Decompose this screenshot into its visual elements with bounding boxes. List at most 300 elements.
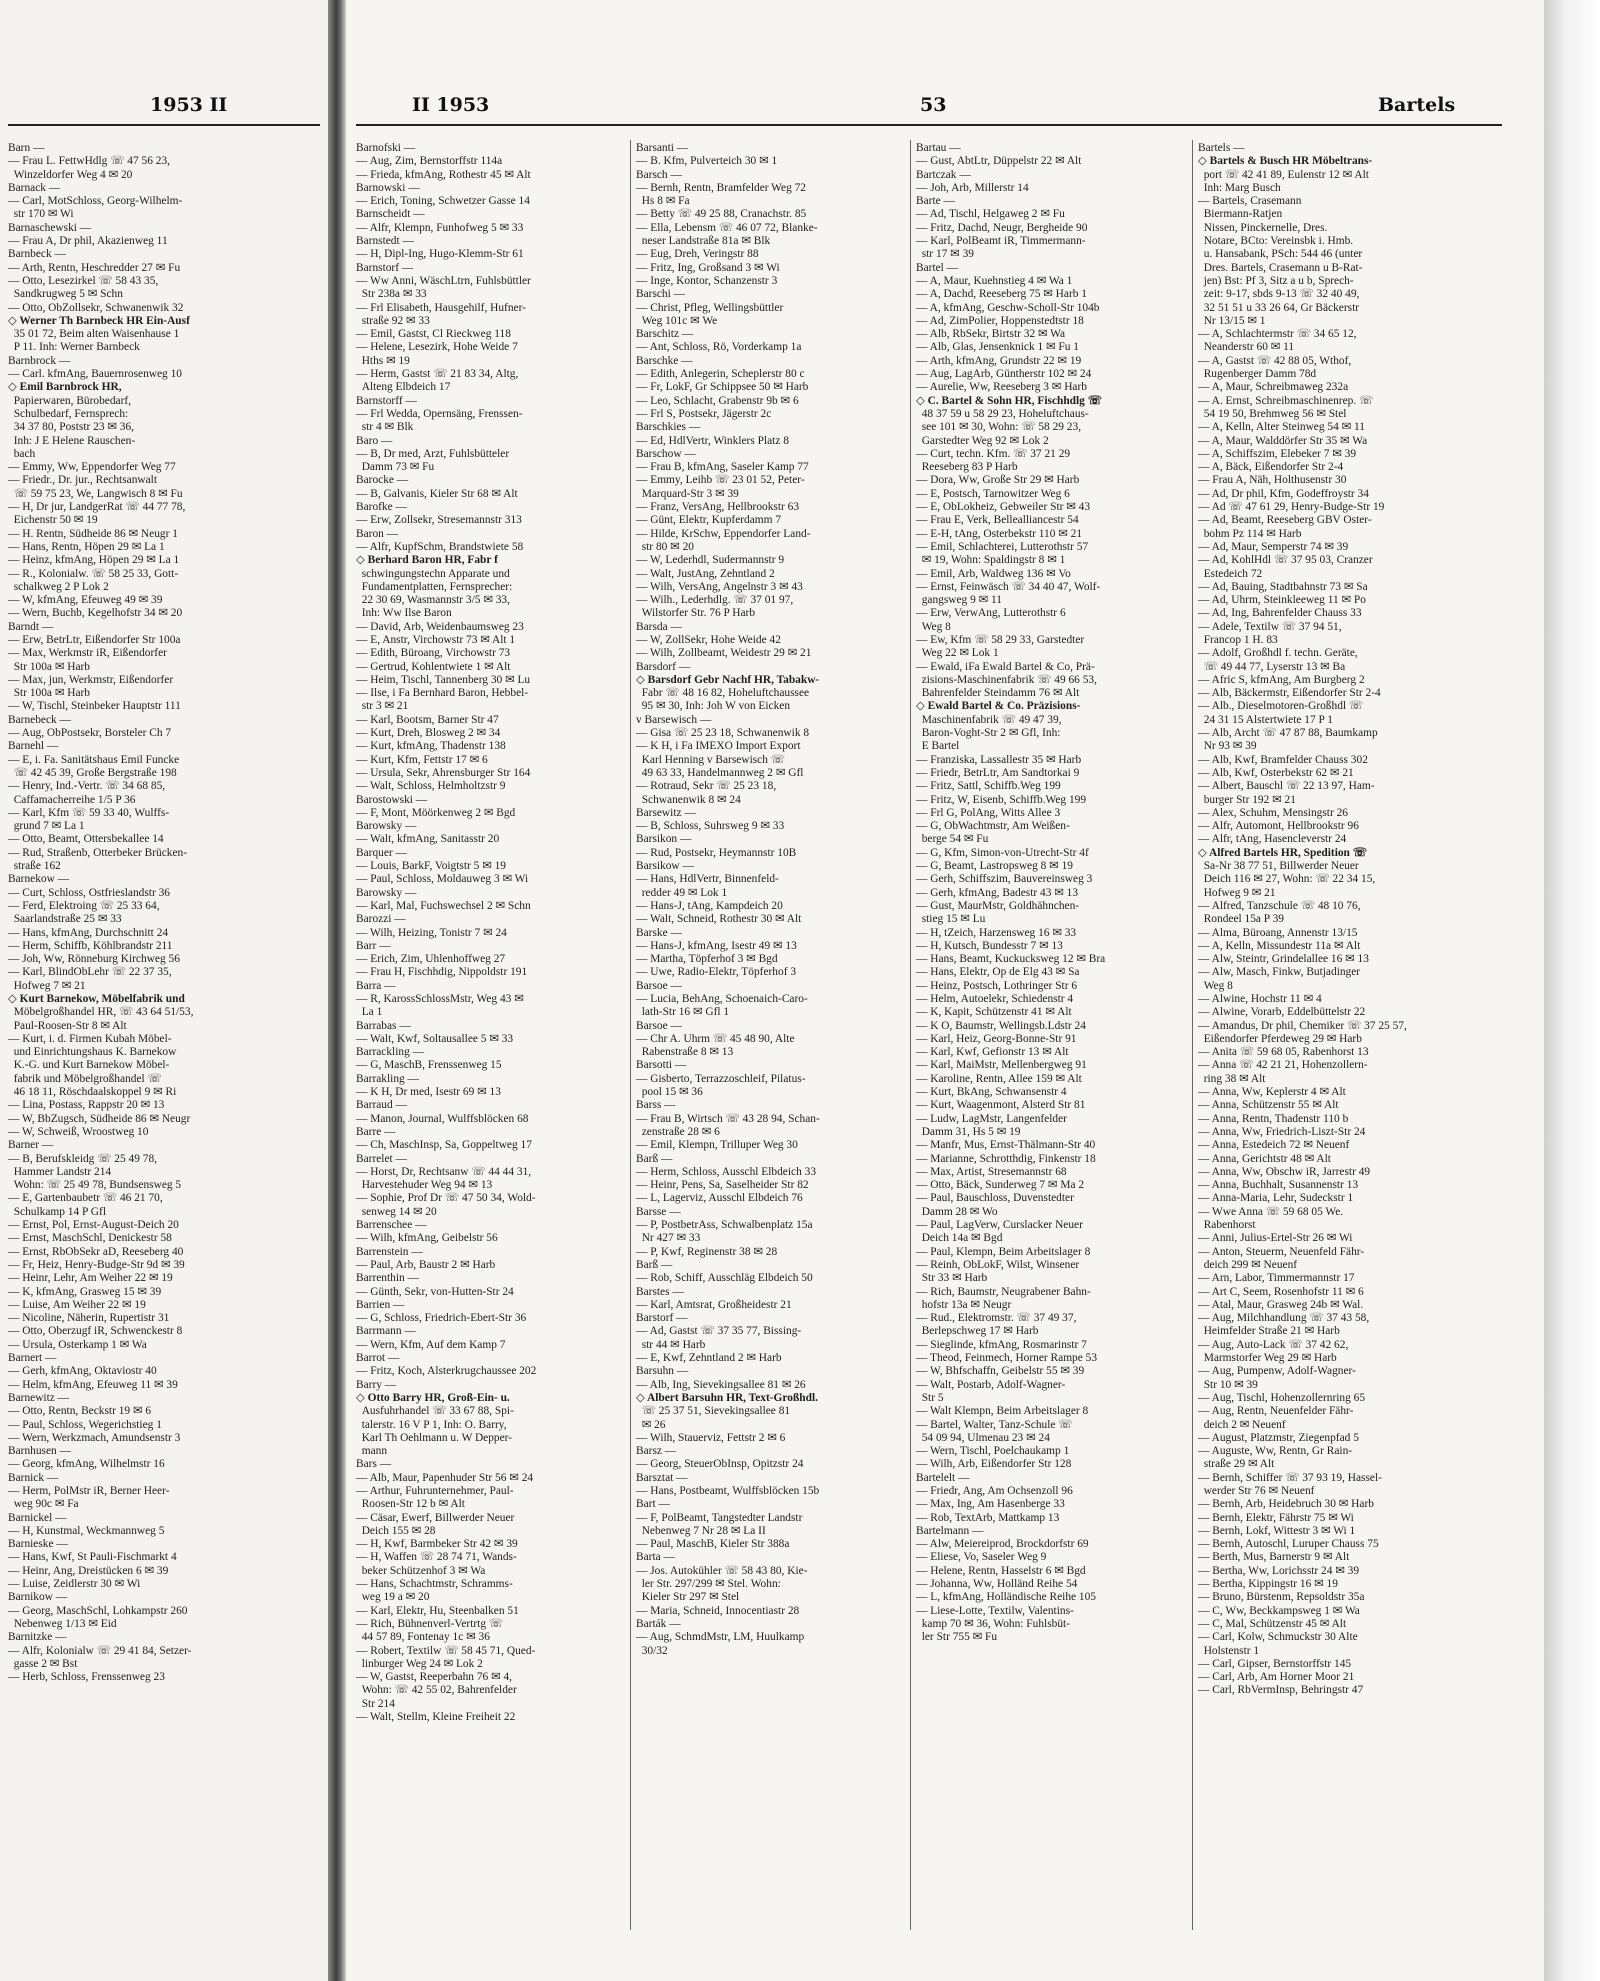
directory-entry: — Carl, Arb, Am Horner Moor 21 — [1198, 1671, 1355, 1684]
directory-entry: — Luise, Zeidlerstr 30 ✉ Wi — [8, 1578, 141, 1591]
directory-entry: — Fritz, Ing, Großsand 3 ✉ Wi — [636, 261, 780, 274]
directory-entry: ler Str 755 ✉ Fu — [916, 1631, 998, 1644]
directory-entry: Bart — — [636, 1498, 670, 1511]
directory-entry: — Walt, Kwf, Soltausallee 5 ✉ 33 — [356, 1032, 514, 1045]
directory-entry: — Walt, Schneid, Rothestr 30 ✉ Alt — [636, 913, 802, 926]
directory-entry: — Rich, Baumstr, Neugrabener Bahn- — [916, 1285, 1091, 1298]
directory-entry: ◇ Berhard Baron HR, Fabr f — [356, 554, 498, 567]
directory-entry: — Herm, PolMstr iR, Berner Heer- — [8, 1484, 170, 1497]
directory-entry: — Karl, Bootsm, Barner Str 47 — [356, 713, 499, 726]
directory-entry: — H, tZeich, Harzensweg 16 ✉ 33 — [916, 926, 1077, 939]
directory-entry: — Bertha, Ww, Lorichsstr 24 ✉ 39 — [1198, 1564, 1360, 1577]
left-page — [0, 0, 328, 1981]
directory-entry: — A, Bäck, Eißendorfer Str 2-4 — [1198, 461, 1344, 474]
directory-entry: Barnack — — [8, 181, 61, 194]
directory-entry: — Otto, Beamt, Ottersbekallee 14 — [8, 833, 164, 846]
directory-entry: Barra — — [356, 979, 396, 992]
directory-entry: Barsanti — — [636, 142, 689, 154]
directory-entry: — Alb, Kwf, Osterbekstr 62 ✉ 21 — [1198, 766, 1354, 779]
directory-entry: — Anni, Julius-Ertel-Str 26 ✉ Wi — [1198, 1232, 1353, 1245]
directory-entry: — Anna, Gerichtstr 48 ✉ Alt — [1198, 1152, 1331, 1165]
directory-entry: Hofweg 7 ✉ 21 — [8, 979, 86, 992]
directory-entry: Hs 8 ✉ Fa — [636, 195, 690, 208]
directory-entry: Barrabas — — [356, 1019, 411, 1032]
directory-entry: — K H, Dr med, Isestr 69 ✉ 13 — [356, 1086, 501, 1099]
directory-entry: — Marianne, Schrotthdig, Finkenstr 18 — [916, 1152, 1096, 1165]
directory-entry: — Ad, Tischl, Helgaweg 2 ✉ Fu — [916, 208, 1065, 221]
directory-entry: — Bernh, Arb, Heidebruch 30 ✉ Harb — [1198, 1498, 1374, 1511]
directory-entry: — Bartels, Crasemann — [1198, 195, 1302, 208]
directory-entry: — Jos. Autokühler ☏ 58 43 80, Kie- — [636, 1564, 808, 1577]
directory-entry: — Ilse, i Fa Bernhard Baron, Hebbel- — [356, 687, 529, 700]
directory-entry: — Paul, Arb, Baustr 2 ✉ Harb — [356, 1258, 496, 1271]
directory-entry: — Paul, LagVerw, Curslacker Neuer — [916, 1219, 1083, 1232]
directory-entry: — Hans, Schachtmstr, Schramms- — [356, 1578, 513, 1591]
directory-entry: Baro — — [356, 434, 393, 447]
directory-entry: — H, Dipl-Ing, Hugo-Klemm-Str 61 — [356, 248, 524, 261]
directory-entry: Barnekow — — [8, 873, 70, 886]
directory-entry: — Ferd, Elektroing ☏ 25 33 64, — [8, 899, 160, 912]
directory-entry: 54 09 94, Ulmenau 23 ✉ 24 — [916, 1431, 1050, 1444]
directory-entry: — E, Anstr, Virchowstr 73 ✉ Alt 1 — [356, 633, 516, 646]
directory-entry: — Frl G, PolAng, Witts Allee 3 — [916, 806, 1061, 819]
directory-entry: — A, Maur, Kuehnstieg 4 ✉ Wa 1 — [916, 274, 1073, 287]
directory-entry: La 1 — [356, 1006, 383, 1019]
directory-entry: — L, Lagerviz, Ausschl Elbdeich 76 — [636, 1192, 803, 1205]
directory-entry: — K O, Baumstr, Wellingsb.Ldstr 24 — [916, 1019, 1086, 1032]
directory-entry: Barnhusen — — [8, 1445, 71, 1458]
directory-entry: u. Hansabank, PSch: 544 46 (unter — [1198, 248, 1363, 261]
directory-entry: Weg 22 ✉ Lok 1 — [916, 647, 999, 660]
directory-entry: Bartau — — [916, 142, 961, 154]
directory-entry: — Max, jun, Werkmstr, Eißendorfer — [8, 673, 174, 686]
directory-entry: fabrik und Möbelgroßhandel ☏ — [8, 1072, 162, 1085]
directory-entry: — Anton, Steuerm, Neuenfeld Fähr- — [1198, 1245, 1365, 1258]
directory-entry: — Helm, kfmAng, Efeuweg 11 ✉ 39 — [8, 1378, 178, 1391]
directory-entry: — Ernst, RbObSekr aD, Reeseberg 40 — [8, 1245, 184, 1258]
directory-entry: — Rud, Straßenb, Otterbeker Brücken- — [8, 846, 188, 859]
directory-entry: — Wern, Buchb, Kegelhofstr 34 ✉ 20 — [8, 607, 183, 620]
directory-entry: Barschkies — — [636, 421, 701, 434]
directory-entry: — Herm, Schloss, Ausschl Elbdeich 33 — [636, 1165, 817, 1178]
directory-entry: — Rud, Postsekr, Heymannstr 10B — [636, 846, 797, 859]
directory-entry: — Alw, Steintr, Grindelallee 16 ✉ 13 — [1198, 953, 1369, 966]
directory-entry: — R., Kolonialw. ☏ 58 25 33, Gott- — [8, 567, 179, 580]
directory-entry: str 44 ✉ Harb — [636, 1338, 706, 1351]
directory-entry: — Frau E, Verk, Bellealliancestr 54 — [916, 514, 1079, 527]
directory-entry: — Joh, Ww, Rönneburg Kirchweg 56 — [8, 953, 180, 966]
directory-entry: Wohn: ☏ 42 55 02, Bahrenfelder — [356, 1684, 517, 1697]
directory-entry: Barschitz — — [636, 328, 694, 341]
directory-entry: — Heim, Tischl, Tannenberg 30 ✉ Lu — [356, 673, 531, 686]
directory-entry: — Leo, Schlacht, Grabenstr 9b ✉ 6 — [636, 394, 799, 407]
directory-entry: — Fritz, Sattl, Schiffb.Weg 199 — [916, 780, 1061, 793]
directory-entry: — A, Schlachtermstr ☏ 34 65 12, — [1198, 328, 1357, 341]
directory-entry: Barske — — [636, 926, 682, 939]
left-page-column — [8, 142, 326, 1684]
directory-entry: — Wilh., Lederhdlg. ☏ 37 01 97, — [636, 594, 794, 607]
directory-entry: Bartels — — [1198, 142, 1245, 154]
directory-entry: — Frau A, Dr phil, Akazienweg 11 — [8, 235, 168, 248]
directory-entry: — E, Gartenbaubetr ☏ 46 21 70, — [8, 1192, 163, 1205]
directory-entry: — Ludw, LagMstr, Langenfelder — [916, 1112, 1067, 1125]
directory-entry: — Helene, Lesezirk, Hohe Weide 7 — [356, 341, 518, 354]
directory-entry: ☏ 59 75 23, We, Langwisch 8 ✉ Fu — [8, 487, 183, 500]
directory-entry: P 11. Inh: Werner Barnbeck — [8, 341, 140, 354]
directory-entry: straße 92 ✉ 33 — [356, 314, 430, 327]
directory-entry: Inh: J E Helene Rauschen- — [8, 434, 136, 447]
directory-entry: Ausfuhrhandel ☏ 33 67 88, Spi- — [356, 1405, 514, 1418]
directory-entry: — Arthur, Fuhrunternehmer, Paul- — [356, 1484, 514, 1497]
directory-entry: Nebenweg 7 Nr 28 ✉ La II — [636, 1524, 766, 1537]
directory-entry: — Betty ☏ 49 25 88, Cranachstr. 85 — [636, 208, 807, 221]
directory-entry: — Erw, VerwAng, Lutterothstr 6 — [916, 607, 1066, 620]
directory-entry: — Alwine, Vorarb, Eddelbüttelstr 22 — [1198, 1006, 1366, 1019]
directory-entry: — G, ObWachtmstr, Am Weißen- — [916, 820, 1070, 833]
directory-entry: linburger Weg 24 ✉ Lok 2 — [356, 1657, 483, 1670]
directory-entry: — Anita ☏ 59 68 05, Rabenhorst 13 — [1198, 1046, 1369, 1059]
directory-entry: ler Str. 297/299 ✉ Stel. Wohn: — [636, 1578, 781, 1591]
directory-entry: Str 10 ✉ 39 — [1198, 1378, 1258, 1391]
directory-entry: — Wwe Anna ☏ 59 68 05 We. — [1198, 1205, 1344, 1218]
column-divider-3 — [1192, 140, 1193, 1930]
directory-entry: — P, PostbetrAss, Schwalbenplatz 15a — [636, 1219, 813, 1232]
directory-entry: — Bartel, Walter, Tanz-Schule ☏ — [916, 1418, 1073, 1431]
directory-entry: ☏ 49 44 77, Lyserstr 13 ✉ Ba — [1198, 660, 1346, 673]
directory-entry: — Gerh, Schiffszim, Bauvereinsweg 3 — [916, 873, 1093, 886]
left-page-header: 1953 II — [150, 94, 228, 116]
directory-entry: — Paul, Schloss, Wegerichstieg 1 — [8, 1418, 162, 1431]
page-number: 53 — [920, 94, 947, 116]
directory-entry: Barowsky — — [356, 886, 417, 899]
directory-entry: — Hans, HdlVertr, Binnenfeld- — [636, 873, 779, 886]
directory-entry: — Henry, Ind.-Vertr. ☏ 34 68 85, — [8, 780, 166, 793]
directory-entry: deich 299 ✉ Neuenf — [1198, 1258, 1298, 1271]
directory-entry: — Louis, BarkF, Voigtstr 5 ✉ 19 — [356, 860, 506, 873]
directory-entry: 49 63 33, Handelmannweg 2 ✉ Gfl — [636, 766, 804, 779]
directory-entry: — Max, Ing, Am Hasenberge 33 — [916, 1498, 1065, 1511]
directory-entry: Marquard-Str 3 ✉ 39 — [636, 487, 739, 500]
directory-entry: — Karl, Elektr, Hu, Steenbalken 51 — [356, 1604, 519, 1617]
directory-entry: — A, Dachd, Reeseberg 75 ✉ Harb 1 — [916, 288, 1087, 301]
directory-entry: Barstorf — — [636, 1312, 688, 1325]
directory-entry: — H, Kwf, Barmbeker Str 42 ✉ 39 — [356, 1538, 518, 1551]
directory-entry: — Aug, LagArb, Güntherstr 102 ✉ 24 — [916, 368, 1092, 381]
directory-entry: 30/32 — [636, 1644, 668, 1657]
directory-entry: — Alw, Masch, Finkw, Butjadinger — [1198, 966, 1361, 979]
directory-entry: — Gust, MaurMstr, Goldhähnchen- — [916, 899, 1080, 912]
directory-entry: — H, Kunstmal, Weckmannweg 5 — [8, 1524, 165, 1537]
directory-column-2 — [636, 142, 906, 1658]
directory-entry: — Günt, Elektr, Kupferdamm 7 — [636, 514, 782, 527]
directory-entry: Barowsky — — [356, 820, 417, 833]
directory-entry: — Otto, Oberzugf iR, Schwenckestr 8 — [8, 1325, 183, 1338]
directory-entry: Barrelet — — [356, 1152, 407, 1165]
directory-entry: — Adele, Textilw ☏ 37 94 51, — [1198, 620, 1342, 633]
directory-entry: — C, Ww, Beckkampsweg 1 ✉ Wa — [1198, 1604, 1360, 1617]
directory-entry: — Frau B, Wirtsch ☏ 43 28 94, Schan- — [636, 1112, 820, 1125]
directory-entry: — Edith, Anlegerin, Scheplerstr 80 c — [636, 368, 805, 381]
directory-entry: — David, Arb, Weidenbaumsweg 23 — [356, 620, 524, 633]
directory-entry: — Adolf, Großhdl f. techn. Geräte, — [1198, 647, 1358, 660]
directory-entry: Barrenschee — — [356, 1219, 427, 1232]
directory-entry: Bars — — [356, 1458, 392, 1471]
directory-entry: — Albert, Bauschl ☏ 22 13 97, Ham- — [1198, 780, 1375, 793]
directory-entry: Barn — — [8, 142, 45, 154]
directory-entry: Neanderstr 60 ✉ 11 — [1198, 341, 1295, 354]
directory-entry: kamp 70 ✉ 36, Wohn: Fuhlsbüt- — [916, 1617, 1070, 1630]
directory-entry: — A, Gastst ☏ 42 88 05, Wthof, — [1198, 354, 1352, 367]
directory-entry: Barraud — — [356, 1099, 407, 1112]
directory-entry: Barsch — — [636, 168, 682, 181]
directory-entry: — Carl, RbVermInsp, Behringstr 47 — [1198, 1684, 1364, 1697]
directory-entry: — Alex, Schuhm, Mensingstr 26 — [1198, 806, 1348, 819]
directory-entry: — Herm, Gastst ☏ 21 83 34, Altg, — [356, 368, 519, 381]
directory-entry: Wohn: ☏ 25 49 78, Bundsensweg 5 — [8, 1179, 182, 1192]
directory-entry: hofstr 13a ✉ Neugr — [916, 1298, 1012, 1311]
directory-entry: — Bernh, Lokf, Wittestr 3 ✉ Wi 1 — [1198, 1524, 1356, 1537]
directory-entry: — B, Schloss, Suhrsweg 9 ✉ 33 — [636, 820, 785, 833]
directory-entry: — B, Galvanis, Kieler Str 68 ✉ Alt — [356, 487, 518, 500]
directory-entry: — Frau A, Näh, Holthusenstr 30 — [1198, 474, 1347, 487]
directory-entry: Barre — — [356, 1125, 396, 1138]
directory-entry: — Hilde, KrSchw, Eppendorfer Land- — [636, 527, 811, 540]
directory-entry: — Heinz, Postsch, Lothringer Str 6 — [916, 979, 1078, 992]
directory-entry: — Alw, Meiereiprod, Brockdorfstr 69 — [916, 1538, 1089, 1551]
directory-entry: — W, ZollSekr, Hohe Weide 42 — [636, 633, 781, 646]
directory-entry: — Lucia, BehAng, Schoenaich-Caro- — [636, 993, 808, 1005]
directory-entry: — Aug, ObPostsekr, Borsteler Ch 7 — [8, 727, 172, 740]
directory-entry: — Carl, MotSchloss, Georg-Wilhelm- — [8, 195, 183, 208]
directory-entry: Reeseberg 83 P Harb — [916, 461, 1018, 474]
directory-entry: Barrenstein — — [356, 1245, 423, 1258]
directory-entry: — Afric S, kfmAng, Am Burgberg 2 — [1198, 673, 1365, 686]
directory-entry: — W, Schweiß, Wroostweg 10 — [8, 1125, 149, 1138]
directory-entry: lath-Str 16 ✉ Gfl 1 — [636, 1006, 730, 1019]
directory-entry: Sa-Nr 38 77 51, Billwerder Neuer — [1198, 860, 1359, 873]
directory-entry: — Theod, Feinmech, Horner Rampe 53 — [916, 1352, 1098, 1365]
directory-entry: Berlepschweg 17 ✉ Harb — [916, 1325, 1039, 1338]
directory-entry: — Karl, Kwf, Gefionstr 13 ✉ Alt — [916, 1046, 1069, 1059]
directory-entry: — Atal, Maur, Grasweg 24b ✉ Wal. — [1198, 1298, 1364, 1311]
directory-entry: — Anna ☏ 42 21 21, Hohenzollern- — [1198, 1059, 1368, 1072]
directory-entry: — Horst, Dr, Rechtsanw ☏ 44 44 31, — [356, 1165, 532, 1178]
directory-entry: — Fritz, W, Eisenb, Schiffb.Weg 199 — [916, 793, 1087, 806]
directory-entry: — Dora, Ww, Große Str 29 ✉ Harb — [916, 474, 1080, 487]
directory-entry: Fundamentplatten, Fernsprecher: — [356, 580, 513, 593]
directory-entry: Inh: Ww Ilse Baron — [356, 607, 452, 620]
directory-entry: Maschinenfabrik ☏ 49 47 39, — [916, 713, 1062, 726]
directory-entry: — Franziska, Lassallestr 35 ✉ Harb — [916, 753, 1082, 766]
directory-entry: Str 238a ✉ 33 — [356, 288, 427, 301]
directory-entry: — Joh, Arb, Millerstr 14 — [916, 181, 1029, 194]
directory-entry: mann — [356, 1445, 388, 1458]
directory-entry: — Frl Wedda, Opernsäng, Frenssen- — [356, 407, 523, 420]
directory-entry: — Walt, Postarb, Adolf-Wagner- — [916, 1378, 1066, 1391]
directory-entry: Barte — — [916, 195, 955, 208]
directory-entry: — Anna, Rentn, Thadenstr 110 b — [1198, 1112, 1349, 1125]
directory-entry: Barnstedt — — [356, 235, 414, 248]
directory-entry: — Ursula, Osterkamp 1 ✉ Wa — [8, 1338, 147, 1351]
directory-entry: Barsoe — — [636, 1019, 682, 1032]
directory-entry: — Cäsar, Ewerf, Billwerder Neuer — [356, 1511, 515, 1524]
directory-entry: Karl Th Oehlmann u. W Depper- — [356, 1431, 513, 1444]
directory-entry: — Gisberto, Terrazzoschleif, Pilatus- — [636, 1072, 806, 1085]
directory-entry: — E, Kwf, Zehntland 2 ✉ Harb — [636, 1352, 782, 1365]
directory-entry: Barrenthin — — [356, 1272, 419, 1285]
directory-entry: Sandkrugweg 5 ✉ Schn — [8, 288, 123, 301]
directory-entry: bach — [8, 447, 36, 460]
directory-entry: Barofke — — [356, 501, 407, 514]
directory-entry: Barner — — [8, 1139, 54, 1152]
directory-entry: Damm 31, Hs 5 ✉ 19 — [916, 1125, 1021, 1138]
directory-entry: 48 37 59 u 58 29 23, Hoheluftchaus- — [916, 407, 1089, 420]
directory-entry: — Martha, Töpferhof 3 ✉ Bgd — [636, 953, 778, 966]
directory-entry: Barr — — [356, 939, 391, 952]
directory-entry: — Ad, Uhrm, Steinkleeweg 11 ✉ Po — [1198, 594, 1366, 607]
directory-entry: — Karl, PolBeamt iR, Timmermann- — [916, 235, 1086, 248]
directory-entry: — Aug, Rentn, Neuenfelder Fähr- — [1198, 1405, 1354, 1418]
directory-entry: str 80 ✉ 20 — [636, 540, 694, 553]
directory-entry: ◇ Ewald Bartel & Co. Präzisions- — [916, 700, 1081, 713]
directory-entry: — Curt, techn. Kfm. ☏ 37 21 29 — [916, 447, 1071, 460]
directory-entry: — Rob, Schiff, Ausschläg Elbdeich 50 — [636, 1272, 813, 1285]
directory-entry: — Alfr, KupfSchm, Brandstwiete 58 — [356, 540, 524, 553]
directory-entry: ◇ C. Bartel & Sohn HR, Fischhdlg ☏ — [916, 394, 1102, 407]
directory-entry: Barostowski — — [356, 793, 428, 806]
directory-entry: — Alb., Dieselmotoren-Großhdl ☏ — [1198, 700, 1364, 713]
directory-entry: — B. Kfm, Pulverteich 30 ✉ 1 — [636, 155, 778, 168]
directory-entry: — Amandus, Dr phil, Chemiker ☏ 37 25 57, — [1198, 1019, 1407, 1032]
directory-entry: beker Schützenhof 3 ✉ Wa — [356, 1564, 486, 1577]
directory-entry: Nr 13/15 ✉ 1 — [1198, 314, 1266, 327]
directory-entry: Barnstorff — — [356, 394, 417, 407]
directory-entry: Barsewitz — — [636, 806, 696, 819]
directory-entry: Heimfelder Straße 21 ✉ Harb — [1198, 1325, 1340, 1338]
directory-entry: — Paul, Klempn, Beim Arbeitslager 8 — [916, 1245, 1091, 1258]
directory-entry: Caffamacherreihe 1/5 P 36 — [8, 793, 136, 806]
directory-entry: — Günth, Sekr, von-Hutten-Str 24 — [356, 1285, 514, 1298]
directory-entry: — Bertha, Kippingstr 16 ✉ 19 — [1198, 1578, 1338, 1591]
directory-entry: — A, Kelln, Missundestr 11a ✉ Alt — [1198, 939, 1361, 952]
directory-entry: — K, Kapit, Schützenstr 41 ✉ Alt — [916, 1006, 1072, 1019]
directory-entry: — Erich, Toning, Schwetzer Gasse 14 — [356, 195, 530, 208]
directory-entry: — Wilh, Arb, Eißendorfer Str 128 — [916, 1458, 1072, 1471]
directory-entry: — A, Maur, Walddörfer Str 35 ✉ Wa — [1198, 434, 1368, 447]
directory-entry: — Ed, HdlVertr, Winklers Platz 8 — [636, 434, 789, 447]
directory-entry: — Karl, Kfm ☏ 59 33 40, Wulffs- — [8, 806, 170, 819]
directory-entry: — Johanna, Ww, Holländ Reihe 54 — [916, 1578, 1078, 1591]
directory-entry: — Frau L. FettwHdlg ☏ 47 56 23, — [8, 155, 170, 168]
directory-entry: — Walt, JustAng, Zehntland 2 — [636, 567, 775, 580]
directory-entry: — Fr, Heiz, Henry-Budge-Str 9d ✉ 39 — [8, 1258, 185, 1271]
directory-entry: — Emmy, Leihb ☏ 23 01 52, Peter- — [636, 474, 805, 487]
directory-entry: Möbelgroßhandel HR, ☏ 43 64 51/53, — [8, 1006, 194, 1019]
directory-entry: — Ad ☏ 47 61 29, Henry-Budge-Str 19 — [1198, 501, 1385, 514]
directory-entry: grund 7 ✉ La 1 — [8, 820, 85, 833]
directory-entry: ring 38 ✉ Alt — [1198, 1072, 1266, 1085]
directory-entry: ◇ Werner Th Barnbeck HR Ein-Ausf — [8, 314, 190, 327]
directory-entry: — Manfr, Mus, Ernst-Thälmann-Str 40 — [916, 1139, 1096, 1152]
left-header-rule — [8, 124, 320, 126]
directory-entry: — Wilh, kfmAng, Geibelstr 56 — [356, 1232, 498, 1245]
directory-entry: — B, Berufskleidg ☏ 25 49 78, — [8, 1152, 158, 1165]
directory-entry: — Emil, Arb, Waldweg 136 ✉ Vo — [916, 567, 1071, 580]
directory-entry: — Alwine, Hochstr 11 ✉ 4 — [1198, 993, 1322, 1005]
directory-entry: — Kurt, Dreh, Blosweg 2 ✉ 34 — [356, 727, 501, 740]
directory-entry: — Georg, MaschSchl, Lohkampstr 260 — [8, 1604, 188, 1617]
directory-entry: str 170 ✉ Wi — [8, 208, 74, 221]
directory-entry: Str 214 — [356, 1697, 395, 1710]
directory-entry: Barnowski — — [356, 181, 420, 194]
directory-entry: — Frl Elisabeth, Hausgehilf, Hufner- — [356, 301, 526, 314]
directory-entry: Deich 155 ✉ 28 — [356, 1524, 436, 1537]
directory-entry: v Barsewisch — — [636, 713, 712, 726]
directory-entry: ◇ Emil Barnbrock HR, — [8, 381, 122, 394]
directory-entry: — Walt, kfmAng, Sanitasstr 20 — [356, 833, 500, 846]
directory-entry: Barrackling — — [356, 1046, 425, 1059]
directory-entry: — Aurelie, Ww, Reeseberg 3 ✉ Harb — [916, 381, 1087, 394]
directory-entry: Barsztat — — [636, 1471, 688, 1484]
directory-entry: — Gertrud, Kohlentwiete 1 ✉ Alt — [356, 660, 511, 673]
directory-entry: Inh: Marg Busch — [1198, 181, 1281, 194]
directory-entry: — Paul, Bauschloss, Duvenstedter — [916, 1192, 1074, 1205]
directory-entry: Rondeel 15a P 39 — [1198, 913, 1284, 926]
directory-entry: — Georg, SteuerObInsp, Opitzstr 24 — [636, 1458, 804, 1471]
directory-entry: — Wern, Tischl, Poelchaukamp 1 — [916, 1445, 1070, 1458]
directory-entry: — Kurt, Waagenmont, Alsterd Str 81 — [916, 1099, 1086, 1112]
directory-entry: — Rotraud, Sekr ☏ 25 23 18, — [636, 780, 777, 793]
directory-entry: 46 18 11, Röschdaalskoppel 9 ✉ Ri — [8, 1086, 177, 1099]
directory-entry: — Hans, kfmAng, Durchschnitt 24 — [8, 926, 169, 939]
directory-entry: — Aug, Auto-Lack ☏ 37 42 62, — [1198, 1338, 1349, 1351]
directory-entry: Fabr ☏ 48 16 82, Hoheluftchaussee — [636, 687, 810, 700]
directory-entry: — Hans-J, kfmAng, Isestr 49 ✉ 13 — [636, 939, 797, 952]
directory-entry: Barnitzke — — [8, 1631, 67, 1644]
directory-entry: — A, Kelln, Alter Steinweg 54 ✉ 11 — [1198, 421, 1365, 434]
directory-entry: Rugenberger Damm 78d — [1198, 368, 1317, 381]
directory-entry: Francop 1 H. 83 — [1198, 633, 1278, 646]
directory-entry: — Karl, Amtsrat, Großheidestr 21 — [636, 1298, 792, 1311]
directory-entry: — G, MaschB, Frenssenweg 15 — [356, 1059, 502, 1072]
directory-entry: — Frieda, kfmAng, Rothestr 45 ✉ Alt — [356, 168, 531, 181]
directory-entry: Bartelmann — — [916, 1524, 984, 1537]
directory-entry: — Carl. kfmAng, Bauernrosenweg 10 — [8, 368, 182, 381]
directory-entry: Barß — — [636, 1152, 673, 1165]
directory-entry: — Sophie, Prof Dr ☏ 47 50 34, Wold- — [356, 1192, 536, 1205]
directory-entry: — Friedr., Dr. jur., Rechtsanwalt — [8, 474, 158, 487]
directory-entry: — Friedr, Ang, Am Ochsenzoll 96 — [916, 1484, 1073, 1497]
directory-entry: — Erw, Zollsekr, Stresemannstr 313 — [356, 514, 522, 527]
directory-entry: Barsoe — — [636, 979, 682, 992]
directory-entry: — Ad, Beamt, Reeseberg GBV Oster- — [1198, 514, 1372, 527]
directory-entry: Weg 101c ✉ We — [636, 314, 718, 327]
directory-entry: — Hans, Beamt, Kuckucksweg 12 ✉ Bra — [916, 953, 1106, 966]
directory-entry: — Heinr, Ang, Dreistücken 6 ✉ 39 — [8, 1564, 169, 1577]
directory-entry: — Kurt, BkAng, Schwansenstr 4 — [916, 1086, 1067, 1099]
directory-entry: Bartczak — — [916, 168, 971, 181]
directory-entry: Str 5 — [916, 1391, 944, 1404]
directory-entry: 95 ✉ 30, Inh: Joh W von Eicken — [636, 700, 791, 713]
directory-entry: Papierwaren, Bürobedarf, — [8, 394, 132, 407]
directory-entry: — Luise, Am Weiher 22 ✉ 19 — [8, 1298, 146, 1311]
directory-entry: — W, Gastst, Reeperbahn 76 ✉ 4, — [356, 1671, 513, 1684]
directory-entry: — Ewald, iFa Ewald Bartel & Co, Prä- — [916, 660, 1095, 673]
directory-entry: Bahrenfelder Steindamm 76 ✉ Alt — [916, 687, 1080, 700]
directory-entry: Baron — — [356, 527, 399, 540]
directory-entry: — A, Maur, Schreibmaweg 232a — [1198, 381, 1349, 394]
directory-entry: Alteng Elbdeich 17 — [356, 381, 451, 394]
